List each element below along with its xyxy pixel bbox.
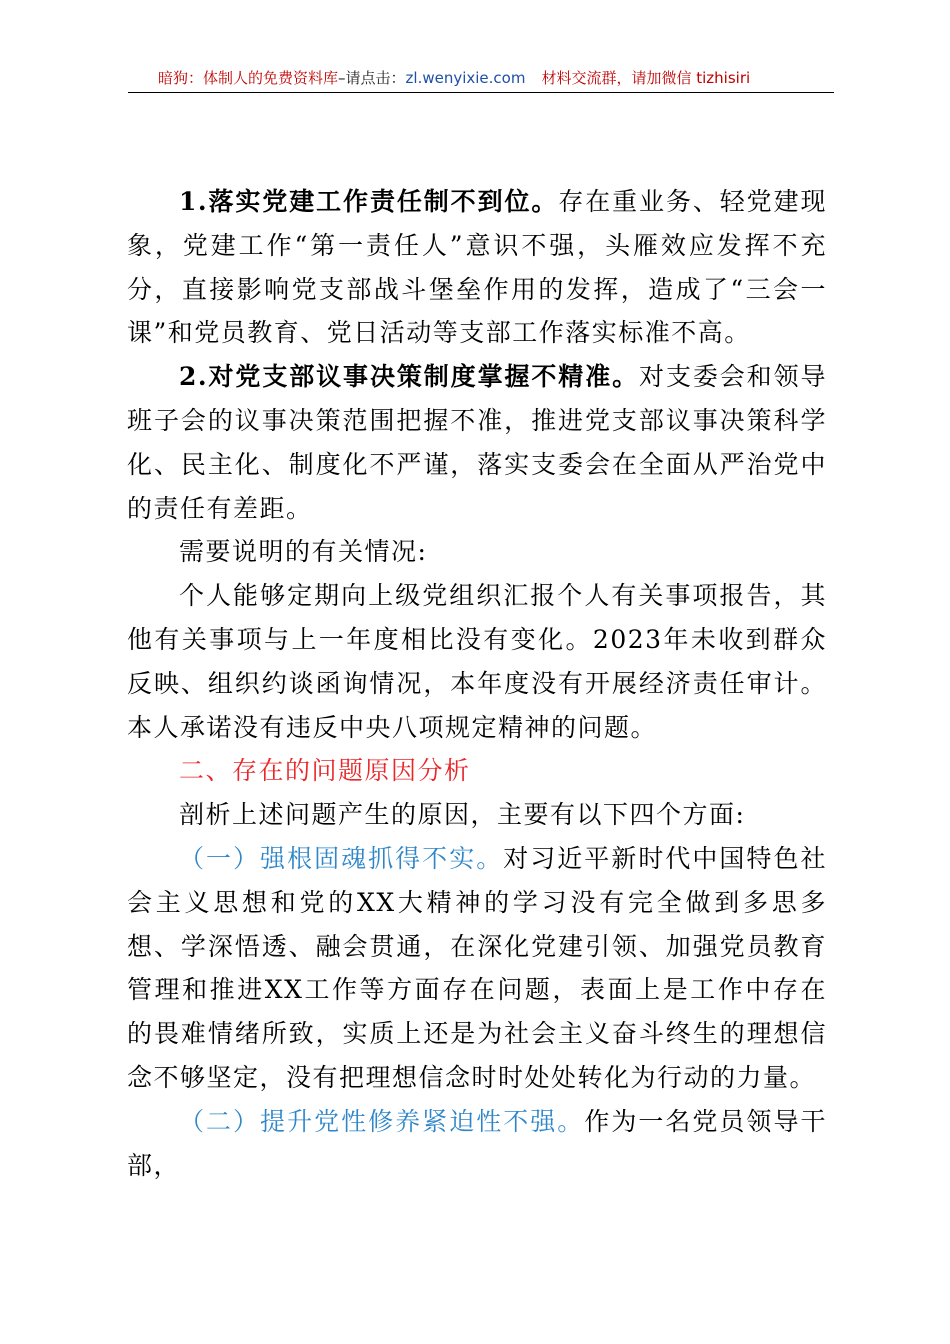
paragraph-notes-body: 个人能够定期向上级党组织汇报个人有关事项报告，其他有关事项与上一年度相比没有变化。2023年未收到群众反映、组织约谈函询情况，本年度没有开展经济责任审计。本人承诺没有违反中央八项规定精神的问题。 (127, 581, 827, 742)
paragraph-item-1 (127, 180, 827, 355)
cause-1-heading: （一）强根固魂抓得不实。 (179, 843, 504, 873)
section-heading-2: 二、存在的问题原因分析 (179, 756, 471, 786)
paragraph-notes-title: 需要说明的有关情况: (179, 537, 428, 567)
header-click-prompt: –请点击： (338, 69, 406, 87)
paragraph-cause-1 (127, 837, 827, 1100)
page-header (128, 66, 834, 93)
cause-1-text: 对习近平新时代中国特色社会主义思想和党的XX大精神的学习没有完全做到多思多想、学深悟透、融会贯通，在深化党建引领、加强党员教育管理和推进XX工作等方面存在问题，表面上是工作中存在的畏难情绪所致，实质上还是为社会主义奋斗终生的理想信念不够坚定，没有把理想信念时时处处转化为行动的力量。 (127, 843, 827, 1092)
header-wechat-note: 材料交流群，请加微信 tizhisiri (541, 69, 751, 87)
item-1-text: 存在重业务、轻党建现象，党建工作“第一责任人”意识不强，头雁效应发挥不充分，直接影响党支部战斗堡垒作用的发挥，造成了“三会一课”和党员教育、党日活动等支部工作落实标准不高。 (127, 187, 827, 348)
item-2-heading: 2.对党支部议事决策制度掌握不精准。 (179, 362, 640, 392)
cause-2-text: 作为一名党员领导干部， (127, 1106, 827, 1180)
cause-2-heading: （二）提升党性修养紧迫性不强。 (179, 1106, 585, 1136)
paragraph-cause-2 (127, 1100, 827, 1188)
document-body (127, 180, 827, 1187)
header-site-name: 暗狗：体制人的免费资料库 (158, 69, 339, 87)
paragraph-item-2 (127, 355, 827, 530)
item-2-text: 对支委会和领导班子会的议事决策范围把握不准，推进党支部议事决策科学化、民主化、制度化不严谨，落实支委会在全面从严治党中的责任有差距。 (127, 362, 827, 523)
paragraph-analysis-intro: 剖析上述问题产生的原因，主要有以下四个方面: (179, 800, 746, 830)
header-url-link[interactable]: zl.wenyixie.com (405, 69, 526, 87)
item-1-heading: 1.落实党建工作责任制不到位。 (179, 187, 559, 216)
